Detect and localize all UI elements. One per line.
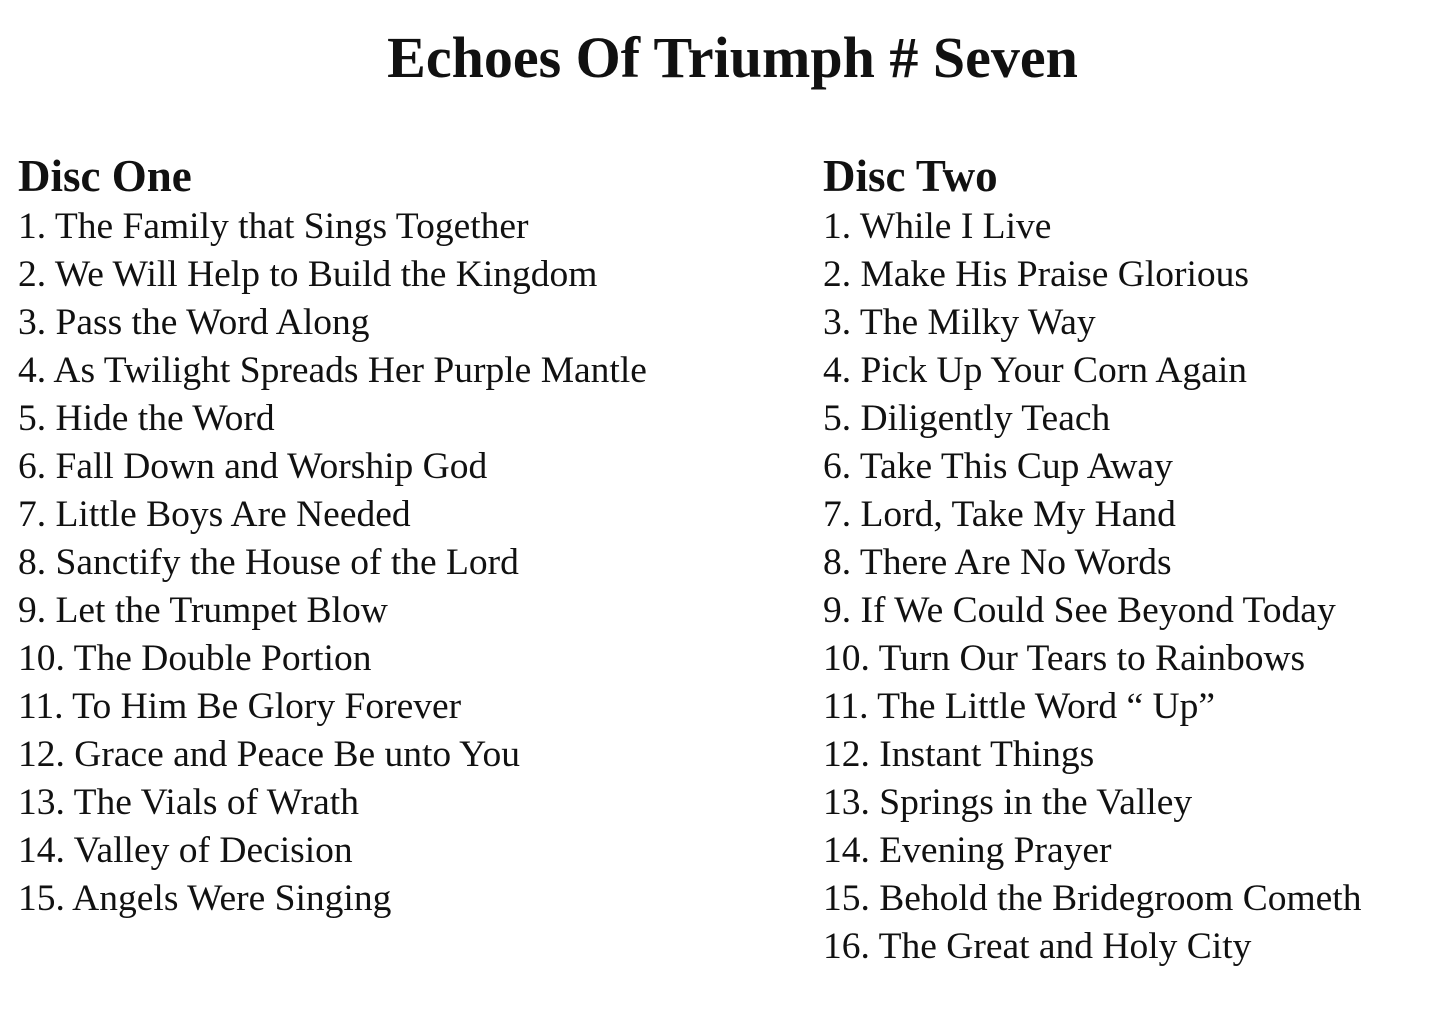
track-item: 15. Behold the Bridegroom Cometh (823, 878, 1362, 919)
disc-two-heading: Disc Two (823, 151, 998, 201)
track-item: 9. Let the Trumpet Blow (18, 590, 388, 631)
track-item: 1. While I Live (823, 206, 1052, 247)
track-item: 14. Valley of Decision (18, 830, 353, 871)
track-item: 8. Sanctify the House of the Lord (18, 542, 519, 583)
disc-two-column (823, 150, 1361, 971)
track-item: 4. Pick Up Your Corn Again (823, 350, 1247, 391)
track-item: 1. The Family that Sings Together (18, 206, 529, 247)
track-item: 15. Angels Were Singing (18, 878, 392, 919)
page-title: Echoes Of Triumph # Seven (387, 25, 1078, 90)
track-item: 6. Take This Cup Away (823, 446, 1173, 487)
track-item: 12. Grace and Peace Be unto You (18, 734, 520, 775)
track-item: 5. Hide the Word (18, 398, 275, 439)
track-item: 16. The Great and Holy City (823, 926, 1252, 967)
track-item: 2. We Will Help to Build the Kingdom (18, 254, 598, 295)
track-item: 4. As Twilight Spreads Her Purple Mantle (18, 350, 647, 391)
disc-one-track-list (18, 203, 647, 923)
track-item: 14. Evening Prayer (823, 830, 1112, 871)
track-item: 9. If We Could See Beyond Today (823, 590, 1336, 631)
disc-one-column (18, 150, 647, 923)
track-item: 3. Pass the Word Along (18, 302, 370, 343)
track-item: 3. The Milky Way (823, 302, 1096, 343)
track-item: 13. The Vials of Wrath (18, 782, 359, 823)
disc-one-heading: Disc One (18, 151, 192, 201)
track-item: 10. The Double Portion (18, 638, 372, 679)
track-item: 5. Diligently Teach (823, 398, 1111, 439)
track-item: 2. Make His Praise Glorious (823, 254, 1249, 295)
track-item: 12. Instant Things (823, 734, 1095, 775)
track-item: 10. Turn Our Tears to Rainbows (823, 638, 1306, 679)
track-item: 8. There Are No Words (823, 542, 1172, 583)
disc-two-track-list (823, 203, 1361, 971)
track-item: 7. Lord, Take My Hand (823, 494, 1176, 535)
track-item: 7. Little Boys Are Needed (18, 494, 411, 535)
track-item: 11. To Him Be Glory Forever (18, 686, 462, 727)
track-item: 13. Springs in the Valley (823, 782, 1193, 823)
track-item: 11. The Little Word “ Up” (823, 686, 1216, 727)
track-item: 6. Fall Down and Worship God (18, 446, 488, 487)
